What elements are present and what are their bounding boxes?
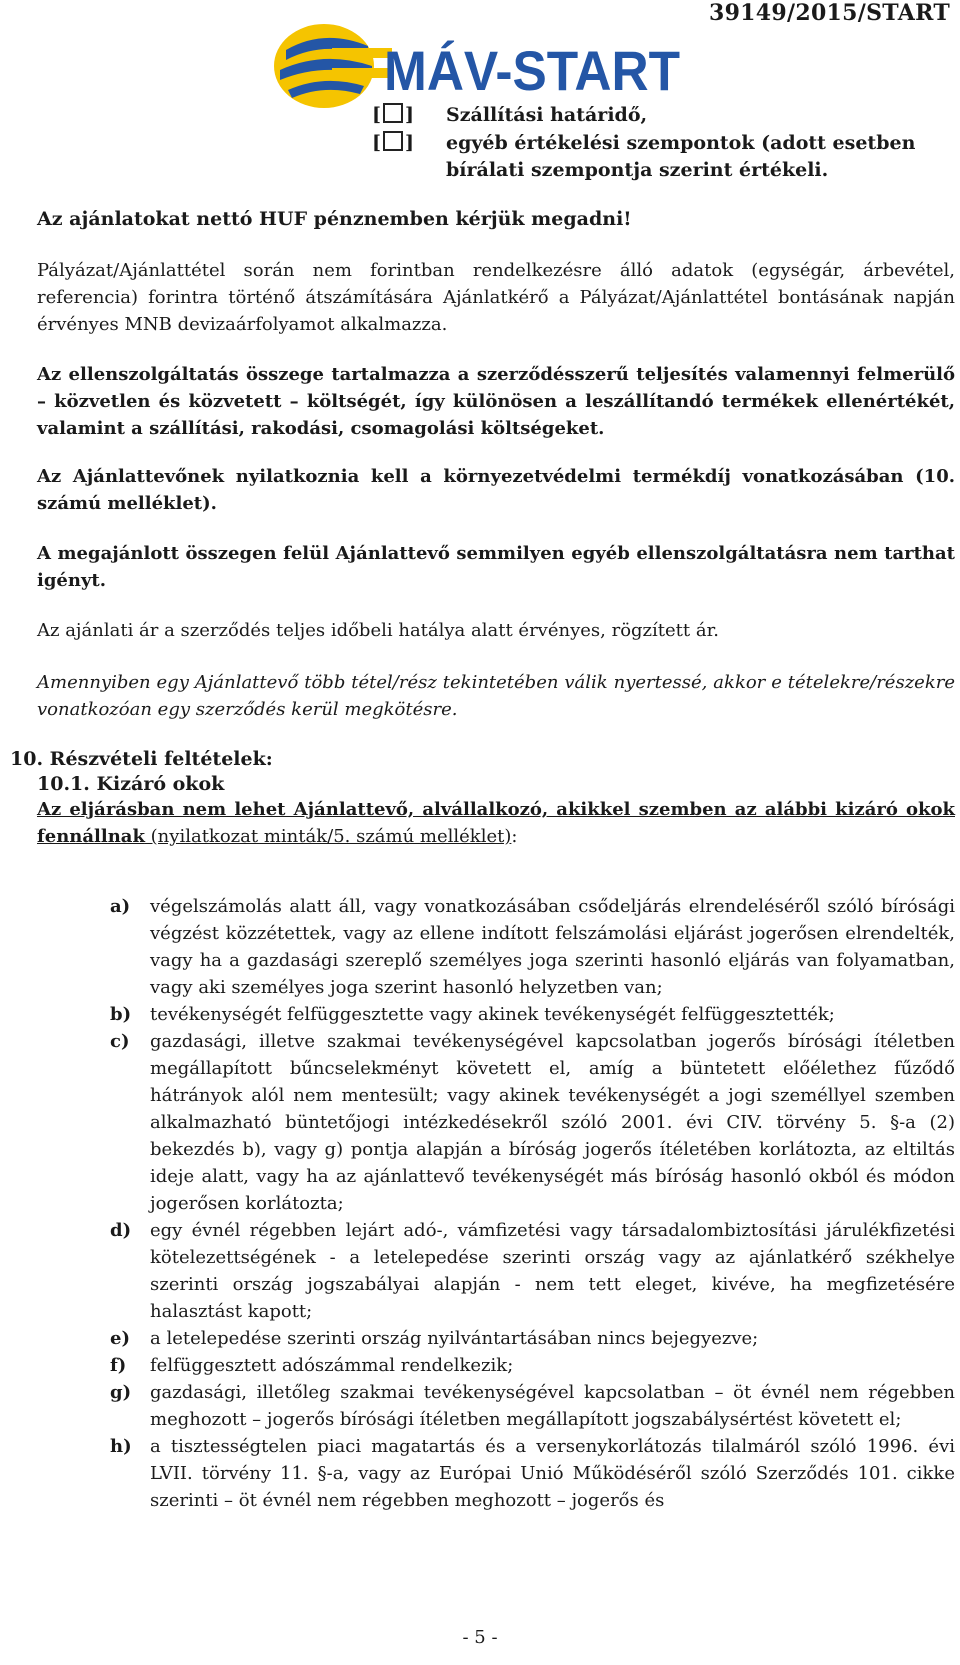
section-heading: 10. Részvételi feltételek: bbox=[10, 748, 273, 770]
fixed-price-paragraph: Az ajánlati ár a szerződés teljes időbeli hatálya alatt érvényes, rögzített ár. bbox=[37, 620, 719, 641]
criterion-checkbox-1[interactable]: [ ] bbox=[372, 104, 414, 126]
list-item: d) egy évnél régebben lejárt adó-, vámfizetési vagy társadalombiztosítási járulékfizetési kötelezettségének - a letelepedése szerinti ország vagy az ajánlatkérő székhelye szerinti ország jogszabályai alapján - nem tett eleget, kivéve, ha megfizetésére halasztást kapott; bbox=[110, 1220, 955, 1322]
consideration-paragraph: Az ellenszolgáltatás összege tartalmazza a szerződésszerű teljesítés valamennyi felmerülő – közvetlen és közvetett – költségét, így különösen a leszállítandó termékek ellenértékét, valamint a szállítási, rakodási, csomagolási költségeket. bbox=[37, 364, 955, 439]
section-subheading: 10.1. Kizáró okok bbox=[37, 773, 225, 795]
page-number: - 5 - bbox=[462, 1627, 498, 1648]
environment-paragraph: Az Ajánlattevőnek nyilatkoznia kell a környezetvédelmi termékdíj vonatkozásában (10. számú melléklet). bbox=[37, 466, 955, 514]
logo-text: MÁV-START bbox=[384, 39, 680, 102]
list-item: c) gazdasági, illetve szakmai tevékenységével kapcsolatban jogerős bírósági ítéletben megállapított bűncselekményt követett el, amíg a büntetett előélethez fűződő hátrányok alól nem mentesült; vagy akinek tevékenységét a jogi személlyel szemben alkalmazható büntetőjogi intézkedésekről szóló 2001. évi CIV. törvény 5. §-a (2) bekezdés b), vagy g) pontja alapján a bíróság jogerős ítéletében korlátozta, az eltiltás ideje alatt, vagy ha az ajánlattevő tevékenységét más bíróság hasonló okból és módon jogerősen korlátozta; bbox=[110, 1031, 955, 1214]
multi-lot-paragraph: Amennyiben egy Ajánlattevő több tétel/rész tekintetében válik nyertessé, akkor e tételekre/részekre vonatkozóan egy szerződés kerül megkötésre. bbox=[37, 672, 955, 720]
document-id: 39149/2015/START bbox=[708, 0, 950, 26]
exclusion-intro-bold: Az eljárásban nem lehet Ajánlattevő, alvállalkozó, akikkel szemben az alábbi kizáró okok fennállnak bbox=[37, 799, 955, 847]
exclusion-list bbox=[110, 893, 955, 1514]
exclusion-intro: Az eljárásban nem lehet Ajánlattevő, alvállalkozó, akikkel szemben az alábbi kizáró okok fennállnak (nyilatkozat minták/5. számú melléklet): bbox=[37, 799, 955, 847]
criterion-checkbox-2[interactable]: [ ] bbox=[372, 132, 414, 154]
list-item: g) gazdasági, illetőleg szakmai tevékenységével kapcsolatban – öt évnél nem régebben meghozott – jogerős bírósági ítéletben megállapított jogszabálysértést követett el; bbox=[110, 1382, 955, 1430]
list-item: b) tevékenységét felfüggesztette vagy akinek tevékenységét felfüggesztették; bbox=[110, 1004, 835, 1025]
checkbox-icon[interactable] bbox=[383, 131, 403, 151]
exclusion-intro-reference: (nyilatkozat minták/5. számú melléklet) bbox=[144, 826, 512, 847]
currency-note: Az ajánlatokat nettó HUF pénznemben kérjük megadni! bbox=[37, 208, 632, 230]
list-item: h) a tisztességtelen piaci magatartás és a versenykorlátozás tilalmáról szóló 1996. évi LVII. törvény 11. §-a, vagy az Európai Unió Működéséről szóló Szerződés 101. cikke szerinti – öt évnél nem régebben meghozott – jogerős és bbox=[110, 1436, 955, 1511]
criterion-label-1: Szállítási határidő, bbox=[446, 104, 648, 126]
checkbox-icon[interactable] bbox=[383, 103, 403, 123]
criterion-label-2: egyéb értékelési szempontok (adott esetben bbox=[446, 132, 916, 154]
criterion-label-3: bírálati szempontja szerint értékeli. bbox=[446, 159, 829, 181]
list-item: e) a letelepedése szerinti ország nyilvántartásában nincs bejegyezve; bbox=[110, 1328, 759, 1349]
conversion-paragraph: Pályázat/Ajánlattétel során nem forintban rendelkezésre álló adatok (egységár, árbevétel, referencia) forintra történő átszámítására Ajánlatkérő a Pályázat/Ajánlattétel bontásának napján érvényes MNB devizaárfolyamot alkalmazza. bbox=[37, 260, 955, 335]
no-extra-paragraph: A megajánlott összegen felül Ajánlattevő semmilyen egyéb ellenszolgáltatásra nem tarthat igényt. bbox=[37, 543, 955, 591]
list-item: a) végelszámolás alatt áll, vagy vonatkozásában csődeljárás elrendeléséről szóló bírósági végzést közzétettek, vagy az ellene indított felszámolási eljárást jogerősen elrendelték, vagy ha a gazdasági szereplő személyes joga szerinti hasonló eljárás van folyamatban, vagy aki személyes joga szerint hasonló helyzetben van; bbox=[110, 896, 955, 998]
list-item: f) felfüggesztett adószámmal rendelkezik; bbox=[110, 1355, 514, 1376]
mav-start-logo bbox=[272, 20, 682, 112]
